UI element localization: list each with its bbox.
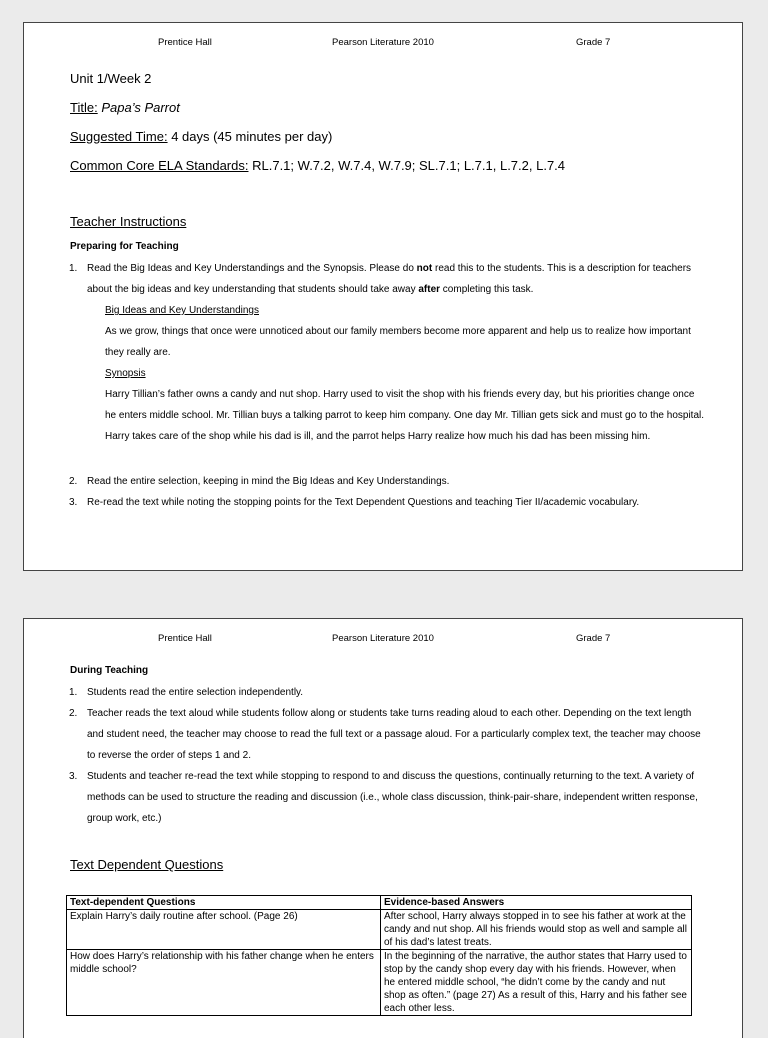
list-item: 3. Students and teacher re-read the text while stopping to respond to and discuss the questions, continually returning to the text. A variety of methods can be used to structure the reading and discussion (i.e., whole class discussion, think-pair-share, independent written response, group work, etc.)	[87, 766, 707, 829]
table-header-row	[67, 896, 692, 910]
document-page-2	[23, 618, 743, 1038]
answer-cell: In the beginning of the narrative, the author states that Harry used to stop by the candy shop every day with his friends. However, when he entered middle school, “he didn’t come by the candy and nut shop as often.” (page 27) As a result of this, Harry and his father see each other less.	[381, 950, 692, 1016]
unit-week: Unit 1/Week 2	[70, 71, 152, 86]
list-number: 1.	[69, 687, 78, 698]
list-number: 3.	[69, 771, 78, 782]
standards-line	[70, 158, 565, 173]
list-number: 2.	[69, 476, 78, 487]
list-item: 1. Read the Big Ideas and Key Understandings and the Synopsis. Please do not read this to the students. This is a description for teachers about the big ideas and key understanding that students should take away after completing this task.	[87, 258, 707, 300]
list-item: 1. Students read the entire selection independently.	[87, 682, 707, 703]
list-item: 2. Teacher reads the text aloud while students follow along or students take turns reading aloud to each other. Depending on the text length and student need, the teacher may choose to read the full text or a passage aloud. For a particularly complex text, the teacher may choose to reverse the order of steps 1 and 2.	[87, 703, 707, 766]
emphasis-not: not	[416, 263, 433, 274]
header-book: Pearson Literature 2010	[332, 633, 434, 644]
header-book: Pearson Literature 2010	[332, 37, 434, 48]
header-grade: Grade 7	[576, 633, 611, 644]
title-line	[70, 100, 180, 115]
title-value: Papa’s Parrot	[101, 100, 180, 115]
standards-value: RL.7.1; W.7.2, W.7.4, W.7.9; SL.7.1; L.7.1, L.7.2, L.7.4	[252, 158, 566, 173]
synopsis-text: Harry Tillian’s father owns a candy and nut shop. Harry used to visit the shop with his friends every day, but his priorities change once he enters middle school. Mr. Tillian buys a talking parrot to keep him company. One day Mr. Tillian gets sick and must go to the hospital. Harry takes care of the shop while his dad is ill, and the parrot helps Harry realize how much his dad has been missing him.	[105, 389, 704, 442]
list-number: 1.	[69, 263, 78, 274]
title-label: Title:	[70, 100, 98, 115]
page-header	[24, 633, 742, 647]
table-row	[67, 950, 692, 1016]
suggested-time-line	[70, 129, 332, 144]
list-number: 3.	[69, 497, 78, 508]
emphasis-after: after	[418, 284, 441, 295]
tdq-table	[66, 895, 692, 1016]
header-grade: Grade 7	[576, 37, 611, 48]
during-teaching-heading: During Teaching	[70, 665, 149, 676]
header-publisher: Prentice Hall	[158, 37, 212, 48]
teacher-instructions-heading: Teacher Instructions	[70, 214, 187, 229]
list-number: 2.	[69, 708, 78, 719]
big-ideas-heading: Big Ideas and Key Understandings	[105, 305, 259, 316]
tdq-heading: Text Dependent Questions	[70, 857, 224, 872]
document-page-1	[23, 22, 743, 571]
question-cell: How does Harry’s relationship with his father change when he enters middle school?	[67, 950, 381, 1016]
standards-label: Common Core ELA Standards:	[70, 158, 249, 173]
suggested-time-label: Suggested Time:	[70, 129, 168, 144]
answer-cell: After school, Harry always stopped in to see his father at work at the candy and nut shop. All his friends would stop as well and sample all of his dad’s latest treats.	[381, 910, 692, 950]
synopsis-heading: Synopsis	[105, 368, 146, 379]
preparing-heading: Preparing for Teaching	[70, 241, 179, 252]
list-item: 2. Read the entire selection, keeping in mind the Big Ideas and Key Understandings.	[87, 471, 707, 492]
column-header: Evidence-based Answers	[381, 896, 692, 910]
question-cell: Explain Harry’s daily routine after school. (Page 26)	[67, 910, 381, 950]
column-header: Text-dependent Questions	[67, 896, 381, 910]
suggested-time-value: 4 days (45 minutes per day)	[171, 129, 333, 144]
big-ideas-block	[105, 300, 705, 447]
big-ideas-text: As we grow, things that once were unnoticed about our family members become more apparent and help us to realize how important they really are.	[105, 326, 691, 358]
table-row	[67, 910, 692, 950]
list-item: 3. Re-read the text while noting the stopping points for the Text Dependent Questions and teaching Tier II/academic vocabulary.	[87, 492, 707, 513]
header-publisher: Prentice Hall	[158, 633, 212, 644]
page-header	[24, 37, 742, 51]
